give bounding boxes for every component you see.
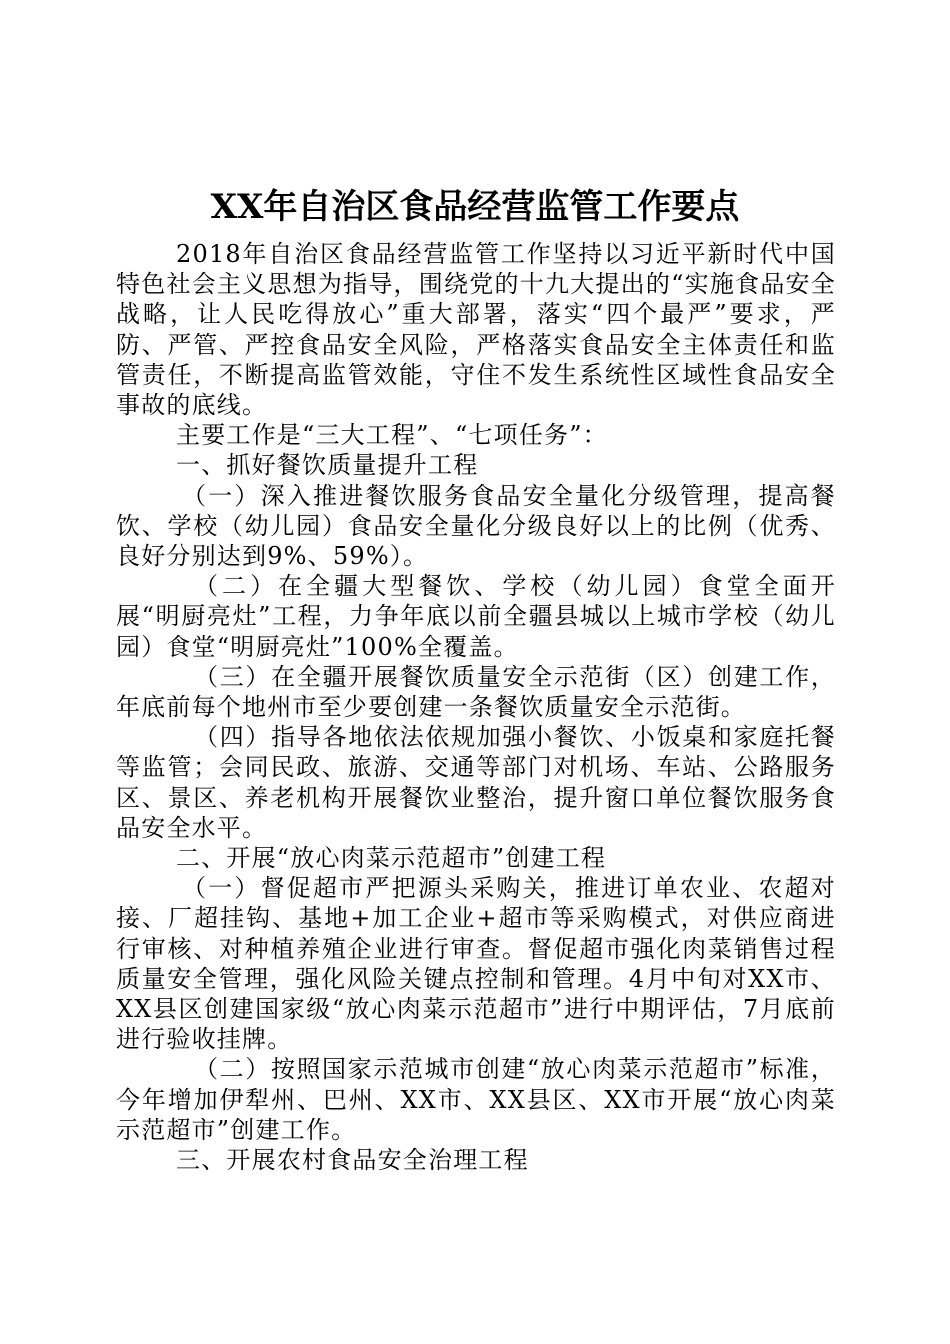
paragraph-intro: 2018年自治区食品经营监管工作坚持以习近平新时代中国特色社会主义思想为指导，围绕党的十九大提出的“实施食品安全战略，让人民吃得放心”重大部署，落实“四个最严”要求，严防、严管、严控食品安全风险，严格落实食品安全主体责任和监管责任，不断提高监管效能，守住不发生系统性区域性食品安全事故的底线。 bbox=[116, 240, 836, 420]
paragraph-1-3: （三）在全疆开展餐饮质量安全示范街（区）创建工作，年底前每个地州市至少要创建一条餐饮质量安全示范街。 bbox=[116, 662, 836, 722]
paragraph-1-4: （四）指导各地依法依规加强小餐饮、小饭桌和家庭托餐等监管；会同民政、旅游、交通等部门对机场、车站、公路服务区、景区、养老机构开展餐饮业整治，提升窗口单位餐饮服务食品安全水平。 bbox=[116, 723, 836, 842]
paragraph-2-2: （二）按照国家示范城市创建“放心肉菜示范超市”标准，今年增加伊犁州、巴州、XX市、XX县区、XX市开展“放心肉菜示范超市”创建工作。 bbox=[116, 1055, 836, 1144]
section-heading-3: 三、开展农村食品安全治理工程 bbox=[176, 1146, 529, 1175]
paragraph-2-1: （一）督促超市严把源头采购关，推进订单农业、农超对接、厂超挂钩、基地+加工企业+超市等采购模式，对供应商进行审核、对种植养殖企业进行审查。督促超市强化肉菜销售过程质量安全管理，强化风险关键点控制和管理。4月中旬对XX市、XX县区创建国家级“放心肉菜示范超市”进行中期评估，7月底前进行验收挂牌。 bbox=[116, 874, 836, 1054]
document-body bbox=[116, 239, 836, 1175]
paragraph-main-tasks: 主要工作是“三大工程”、“七项任务”： bbox=[176, 421, 608, 450]
document-title: XX年自治区食品经营监管工作要点 bbox=[210, 187, 740, 227]
section-heading-2: 二、开展“放心肉菜示范超市”创建工程 bbox=[176, 844, 607, 873]
paragraph-1-1: （一）深入推进餐饮服务食品安全量化分级管理，提高餐饮、学校（幼儿园）食品安全量化分级良好以上的比例（优秀、良好分别达到9%、59%）。 bbox=[116, 481, 836, 571]
paragraph-1-2: （二）在全疆大型餐饮、学校（幼儿园）食堂全面开展“明厨亮灶”工程，力争年底以前全疆县城以上城市学校（幼儿园）食堂“明厨亮灶”100%全覆盖。 bbox=[116, 572, 836, 661]
section-heading-1: 一、抓好餐饮质量提升工程 bbox=[176, 451, 479, 480]
